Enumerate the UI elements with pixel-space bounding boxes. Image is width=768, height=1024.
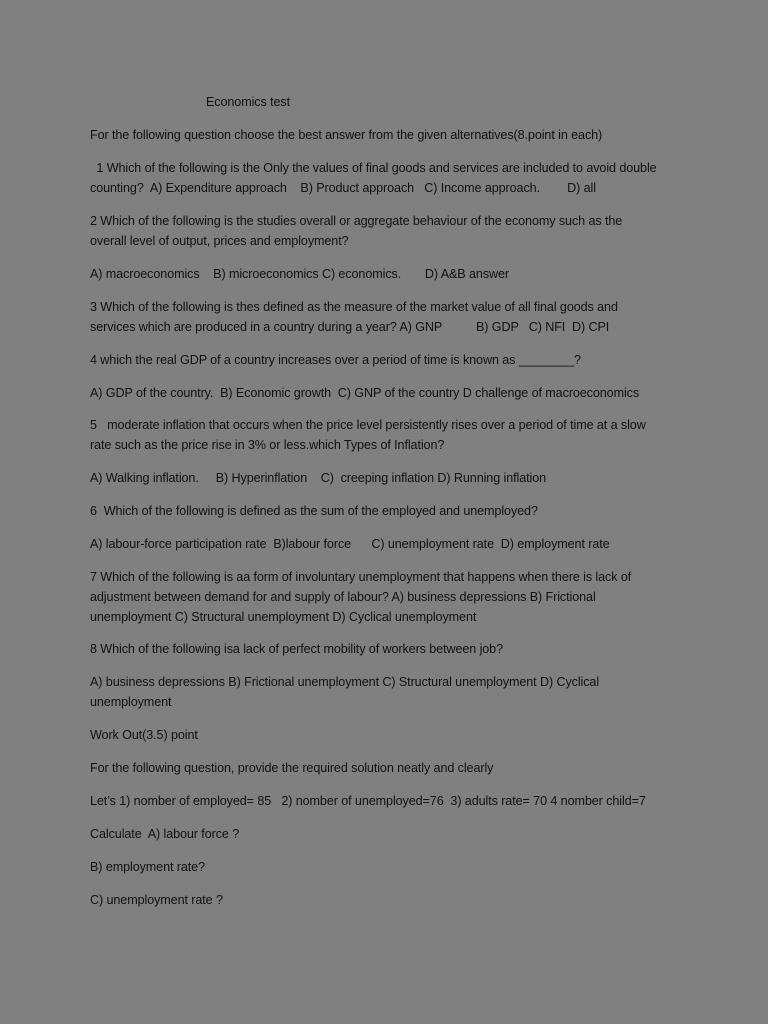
- instructions: For the following question choose the best answer from the given alternatives(8.point in each): [90, 128, 603, 142]
- question-2-line-1: 2 Which of the following is the studies overall or aggregate behaviour of the economy such as the: [90, 214, 623, 228]
- page-title: Economics test: [206, 95, 290, 109]
- question-7-line-3: unemployment C) Structural unemployment D) Cyclical unemployment: [90, 610, 477, 624]
- question-3-line-2: services which are produced in a country during a year? A) GNP B) GDP C) NFI D) CPI: [90, 320, 610, 334]
- question-7-line-1: 7 Which of the following is aa form of involuntary unemployment that happens when there is lack of: [90, 570, 632, 584]
- question-6-line-1: 6 Which of the following is defined as the sum of the employed and unemployed?: [90, 504, 538, 518]
- question-7-line-2: adjustment between demand for and supply of labour? A) business depressions B) Frictional: [90, 590, 596, 604]
- workout-part-c: C) unemployment rate ?: [90, 893, 223, 907]
- question-8-line-1: 8 Which of the following isa lack of perfect mobility of workers between job?: [90, 642, 503, 656]
- question-8-options-line-1: A) business depressions B) Frictional unemployment C) Structural unemployment D) Cyclical: [90, 675, 600, 689]
- question-5-line-1: 5 moderate inflation that occurs when the price level persistently rises over a period of time at a slow: [90, 418, 646, 432]
- question-6-options: A) labour-force participation rate B)labour force C) unemployment rate D) employment rate: [90, 537, 610, 551]
- workout-part-b: B) employment rate?: [90, 860, 205, 874]
- question-1-line-2: counting? A) Expenditure approach B) Product approach C) Income approach. D) all: [90, 181, 596, 195]
- question-4-line-1: 4 which the real GDP of a country increases over a period of time is known as ________?: [90, 353, 581, 367]
- question-5-options: A) Walking inflation. B) Hyperinflation C) creeping inflation D) Running inflation: [90, 471, 547, 485]
- question-1-line-1: 1 Which of the following is the Only the values of final goods and services are included to avoid double: [93, 161, 657, 175]
- question-5-line-2: rate such as the price rise in 3% or less.which Types of Inflation?: [90, 438, 445, 452]
- question-3-line-1: 3 Which of the following is thes defined as the measure of the market value of all final goods and: [90, 300, 618, 314]
- workout-part-a: Calculate A) labour force ?: [90, 827, 240, 841]
- question-8-options-line-2: unemployment: [90, 695, 172, 709]
- question-2-options: A) macroeconomics B) microeconomics C) economics. D) A&B answer: [90, 267, 510, 281]
- question-4-options: A) GDP of the country. B) Economic growth C) GNP of the country D challenge of macroeconomics: [90, 386, 640, 400]
- workout-given: Let’s 1) nomber of employed= 85 2) nomber of unemployed=76 3) adults rate= 70 4 nomber child=7: [90, 794, 646, 808]
- workout-instructions: For the following question, provide the required solution neatly and clearly: [90, 761, 494, 775]
- workout-heading: Work Out(3.5) point: [90, 728, 198, 742]
- question-2-line-2: overall level of output, prices and employment?: [90, 234, 349, 248]
